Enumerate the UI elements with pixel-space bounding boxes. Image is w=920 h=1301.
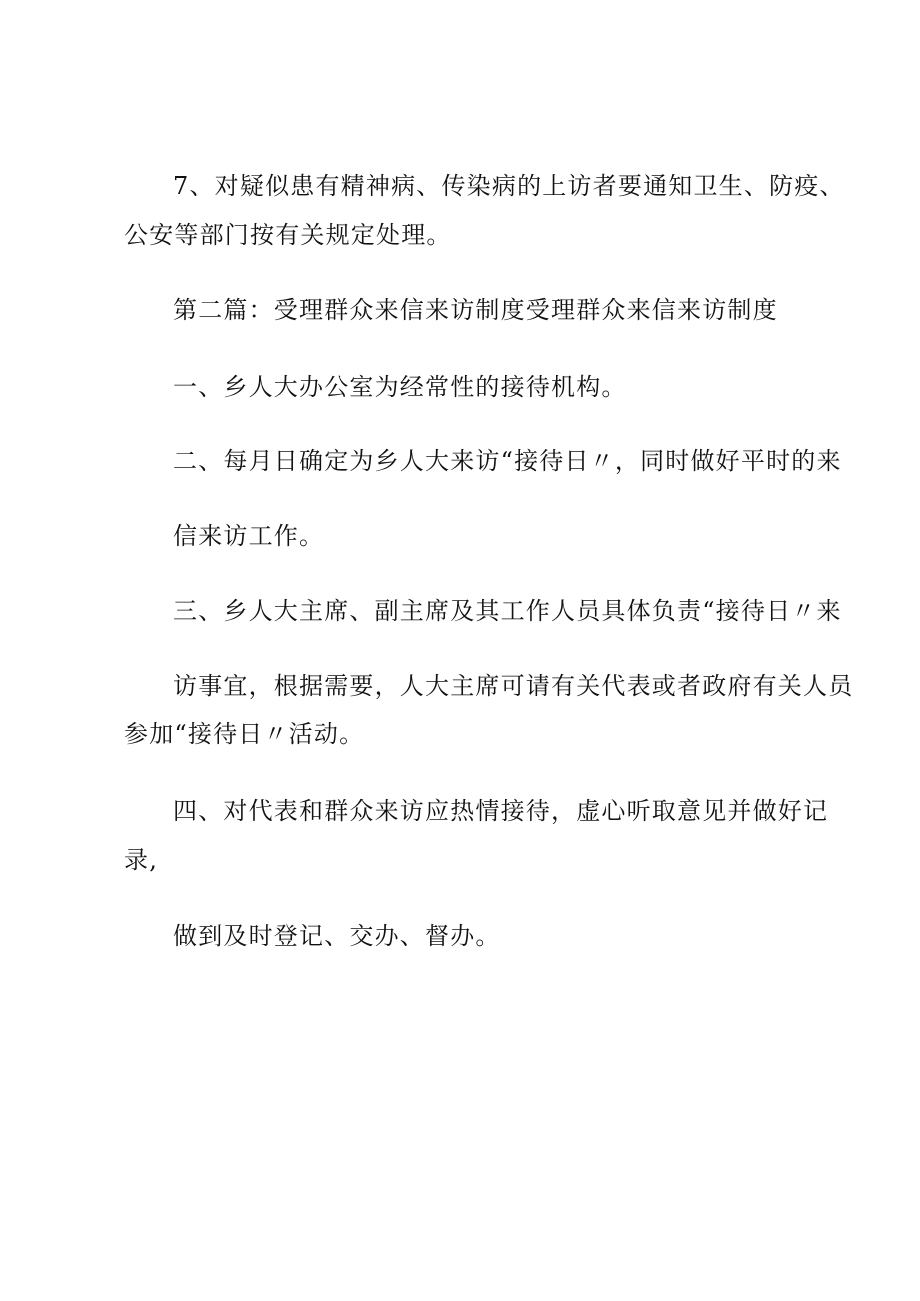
section-heading: 第二篇：受理群众来信来访制度受理群众来信来访制度 [173,296,778,324]
paragraph-p1-line-1: 7、对疑似患有精神病、传染病的上访者要通知卫生、防疫、 [173,172,845,200]
paragraph-p5-line-2: 访事宜，根据需要，人大主席可请有关代表或者政府有关人员 [173,672,854,700]
paragraph-p6-line-1: 四、对代表和群众来访应热情接待，虚心听取意见并做好记 [173,797,829,825]
paragraph-p6-line-2: 录, [124,846,159,874]
paragraph-p4-line-1: 二、每月日确定为乡人大来访“接待日〃，同时做好平时的来 [173,447,842,475]
paragraph-p4-line-2: 信来访工作。 [173,522,325,550]
paragraph-p6-line-3: 做到及时登记、交办、督办。 [173,922,501,950]
paragraph-p5-line-1: 三、乡人大主席、副主席及其工作人员具体负责“接待日〃来 [173,597,842,625]
paragraph-p1-line-2: 公安等部门按有关规定处理。 [124,221,452,249]
paragraph-p5-line-3: 参加“接待日〃活动。 [124,720,365,748]
paragraph-p3-line-1: 一、乡人大办公室为经常性的接待机构。 [173,373,627,401]
